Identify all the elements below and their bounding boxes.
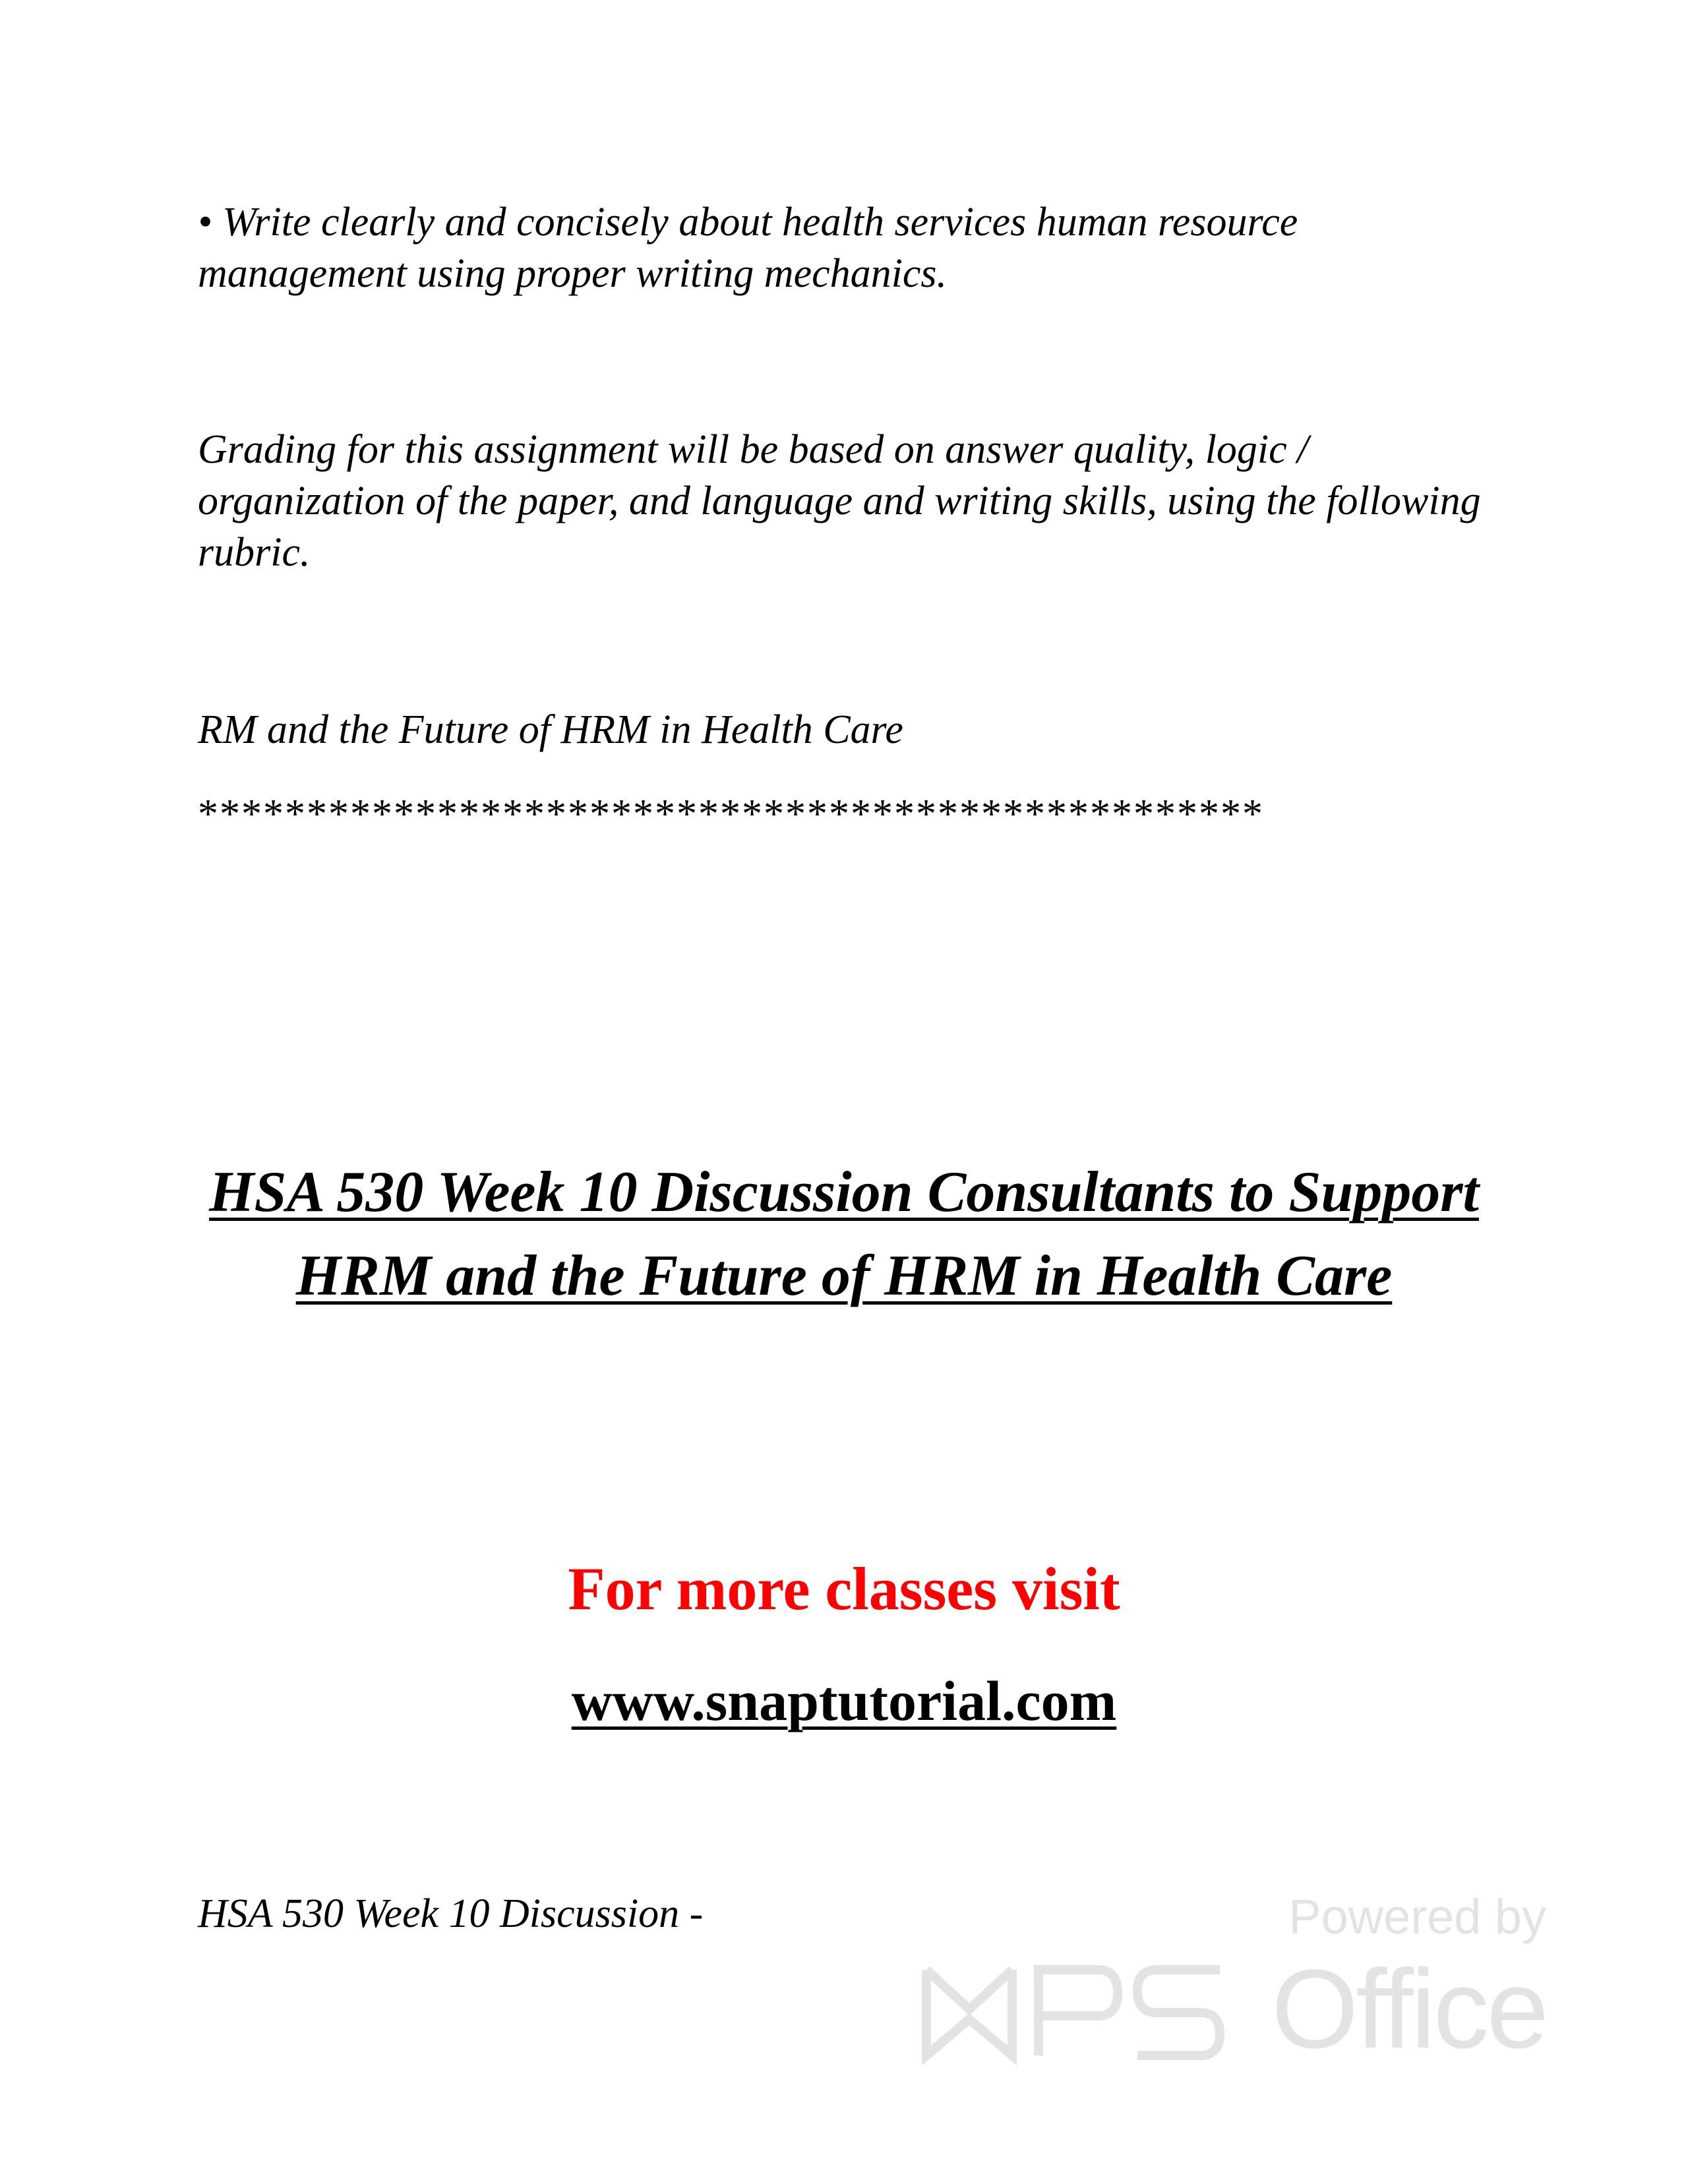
rm-line: RM and the Future of HRM in Health Care <box>198 707 903 752</box>
site-link[interactable]: www.snaptutorial.com <box>571 1669 1117 1732</box>
footer-line: HSA 530 Week 10 Discussion - <box>198 1891 704 1936</box>
asterisk-divider: ************************************************* <box>198 792 1264 837</box>
grading-paragraph: Grading for this assignment will be based on answer quality, logic / organization of the paper, and language and writing skills, using the following rubric. <box>198 427 1481 575</box>
watermark-office-text: Office <box>1271 1947 1546 2072</box>
promo-line: For more classes visit <box>568 1555 1120 1622</box>
wps-logo-icon <box>920 1957 1230 2069</box>
watermark-powered-by: Powered by <box>1288 1889 1546 1944</box>
bullet-paragraph: • Write clearly and concisely about health services human resource management using proper writing mechanics. <box>198 200 1298 296</box>
wps-watermark <box>920 1891 1546 2075</box>
document-heading: HSA 530 Week 10 Discussion Consultants to Support HRM and the Future of HRM in Health Care <box>209 1160 1479 1308</box>
